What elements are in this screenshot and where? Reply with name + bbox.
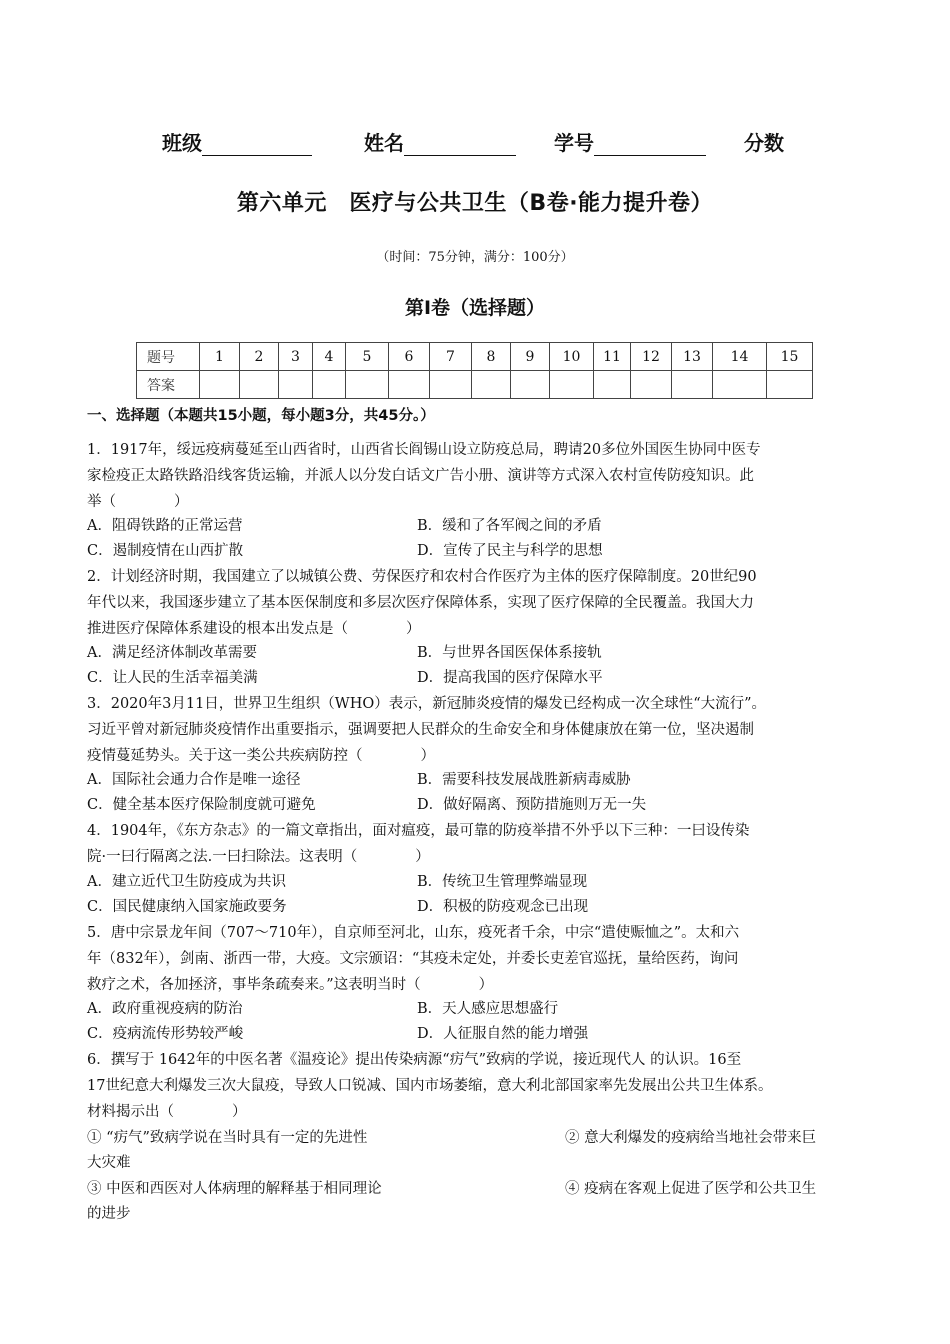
exam-time-info: （时间：75分钟，满分：100分） (376, 250, 574, 265)
question-text-line: 举（ ） (87, 494, 189, 510)
answer-cell[interactable] (672, 371, 713, 399)
answer-cell[interactable] (313, 371, 346, 399)
answer-cell[interactable] (631, 371, 672, 399)
statement-2-wrap: 大灾难 (87, 1155, 131, 1171)
question-text-line: 2．计划经济时期，我国建立了以城镇公费、劳保医疗和农村合作医疗为主体的医疗保障制度。20世纪90 (87, 569, 757, 585)
option-a[interactable]: A．阻碍铁路的正常运营 (87, 518, 243, 534)
option-b[interactable]: B．天人感应思想盛行 (417, 1001, 559, 1017)
row-label-question-number: 题号 (137, 343, 200, 371)
score-field (744, 127, 784, 156)
question-text-line: 年代以来，我国逐步建立了基本医保制度和多层次医疗保障体系，实现了医疗保障的全民覆盖。我国大力 (87, 595, 754, 611)
option-d[interactable]: D．提高我国的医疗保障水平 (417, 670, 603, 686)
option-a[interactable]: A．满足经济体制改革需要 (87, 645, 257, 661)
question-text-line: 17世纪意大利爆发三次大鼠疫，导致人口锐减、国内市场萎缩，意大利北部国家率先发展出公共卫生体系。 (87, 1078, 773, 1094)
part-heading: 一、选择题（本题共15小题，每小题3分，共45分。） (87, 408, 435, 424)
option-d[interactable]: D．做好隔离、预防措施则万无一失 (417, 797, 647, 813)
option-c[interactable]: C．国民健康纳入国家施政要务 (87, 899, 287, 915)
question-text-line: 院·一曰行隔离之法.一曰扫除法。这表明（ ） (87, 849, 430, 865)
question-text-line: 救疗之术，各加拯济，事毕条疏奏来。”这表明当时（ ） (87, 977, 494, 993)
question-text-line: 1．1917年，绥远疫病蔓延至山西省时，山西省长阎锡山设立防疫总局，聘请20多位外国医生协同中医专 (87, 442, 761, 458)
question-number-cell: 7 (430, 343, 472, 371)
option-d[interactable]: D．宣传了民主与科学的思想 (417, 543, 603, 559)
question-text-line: 3．2020年3月11日，世界卫生组织（WHO）表示，新冠肺炎疫情的爆发已经构成一次全球性“大流行”。 (87, 696, 767, 712)
option-a[interactable]: A．建立近代卫生防疫成为共识 (87, 874, 286, 890)
student-info-row (162, 127, 802, 157)
question-text-line: 年（832年），剑南、浙西一带，大疫。文宗颁诏：“其疫未定处，并委长吏差官巡抚，量给医药，询问 (87, 951, 739, 967)
option-d[interactable]: D．人征服自然的能力增强 (417, 1026, 589, 1042)
question-number-cell: 9 (511, 343, 550, 371)
question-number-cell: 13 (672, 343, 713, 371)
question-number-cell: 4 (313, 343, 346, 371)
question-text-line: 4．1904年，《东方杂志》的一篇文章指出，面对瘟疫，最可靠的防疫举措不外乎以下三种：一曰设传染 (87, 823, 750, 839)
answer-cell[interactable] (713, 371, 767, 399)
question-text-line: 5．唐中宗景龙年间（707～710年），自京师至河北，山东，疫死者千余，中宗“遣使赈恤之”。太和六 (87, 925, 740, 941)
answer-cell[interactable] (430, 371, 472, 399)
answer-cell[interactable] (200, 371, 240, 399)
question-number-cell: 1 (200, 343, 240, 371)
question-number-cell: 12 (631, 343, 672, 371)
student-id-label: 学号 (554, 131, 594, 155)
option-b[interactable]: B．缓和了各军阀之间的矛盾 (417, 518, 602, 534)
question-text-line: 推进医疗保障体系建设的根本出发点是（ ） (87, 621, 421, 637)
student-id-blank[interactable] (594, 133, 706, 156)
student-id-field[interactable] (554, 127, 706, 156)
option-d[interactable]: D．积极的防疫观念已出现 (417, 899, 589, 915)
answer-cell[interactable] (346, 371, 389, 399)
option-c[interactable]: C．疫病流传形势较严峻 (87, 1026, 244, 1042)
statement-4-wrap: 的进步 (87, 1206, 131, 1222)
answer-cell[interactable] (511, 371, 550, 399)
question-text-line: 习近平曾对新冠肺炎疫情作出重要指示，强调要把人民群众的生命安全和身体健康放在第一位，坚决遏制 (87, 722, 754, 738)
question-text-line: 材料揭示出（ ） (87, 1104, 247, 1120)
question-number-cell: 3 (279, 343, 313, 371)
row-label-answer: 答案 (137, 371, 200, 399)
option-c[interactable]: C．健全基本医疗保险制度就可避免 (87, 797, 316, 813)
statement-3: ③ 中医和西医对人体病理的解释基于相同理论 (87, 1181, 382, 1197)
answer-cell[interactable] (240, 371, 279, 399)
section-title: 第Ⅰ卷（选择题） (404, 297, 546, 319)
answer-cell[interactable] (389, 371, 430, 399)
option-b[interactable]: B．与世界各国医保体系接轨 (417, 645, 602, 661)
class-field[interactable] (162, 127, 312, 156)
name-field[interactable] (364, 127, 516, 156)
question-number-row (137, 343, 813, 371)
name-label: 姓名 (364, 131, 404, 155)
statement-4: ④ 疫病在客观上促进了医学和公共卫生 (565, 1181, 817, 1197)
score-label: 分数 (744, 131, 784, 155)
question-text-line: 疫情蔓延势头。关于这一类公共疾病防控（ ） (87, 748, 435, 764)
answer-cell[interactable] (279, 371, 313, 399)
option-b[interactable]: B．传统卫生管理弊端显现 (417, 874, 588, 890)
question-number-cell: 2 (240, 343, 279, 371)
option-c[interactable]: C．让人民的生活幸福美满 (87, 670, 258, 686)
question-number-cell: 10 (550, 343, 594, 371)
option-a[interactable]: A．国际社会通力合作是唯一途径 (87, 772, 301, 788)
question-text-line: 家检疫正太路铁路沿线客货运输，并派人以分发白话文广告小册、演讲等方式深入农村宣传防疫知识。此 (87, 468, 754, 484)
statement-1: ① “疠气”致病学说在当时具有一定的先进性 (87, 1130, 368, 1146)
option-c[interactable]: C．遏制疫情在山西扩散 (87, 543, 244, 559)
question-text-line: 6．撰写于 1642年的中医名著《温疫论》提出传染病源“疠气”致病的学说，接近现代人 的认识。16至 (87, 1052, 742, 1068)
question-number-cell: 5 (346, 343, 389, 371)
answer-cell[interactable] (594, 371, 631, 399)
statement-2: ② 意大利爆发的疫病给当地社会带来巨 (565, 1130, 817, 1146)
class-blank[interactable] (202, 133, 312, 156)
question-number-cell: 14 (713, 343, 767, 371)
page-title: 第六单元 医疗与公共卫生（B卷·能力提升卷） (236, 191, 714, 216)
answer-cell[interactable] (550, 371, 594, 399)
question-number-cell: 11 (594, 343, 631, 371)
question-number-cell: 15 (767, 343, 813, 371)
class-label: 班级 (162, 131, 202, 155)
question-number-cell: 6 (389, 343, 430, 371)
answer-grid (136, 342, 813, 399)
name-blank[interactable] (404, 133, 516, 156)
answer-row (137, 371, 813, 399)
answer-cell[interactable] (472, 371, 511, 399)
option-b[interactable]: B．需要科技发展战胜新病毒威胁 (417, 772, 631, 788)
answer-cell[interactable] (767, 371, 813, 399)
option-a[interactable]: A．政府重视疫病的防治 (87, 1001, 243, 1017)
question-number-cell: 8 (472, 343, 511, 371)
